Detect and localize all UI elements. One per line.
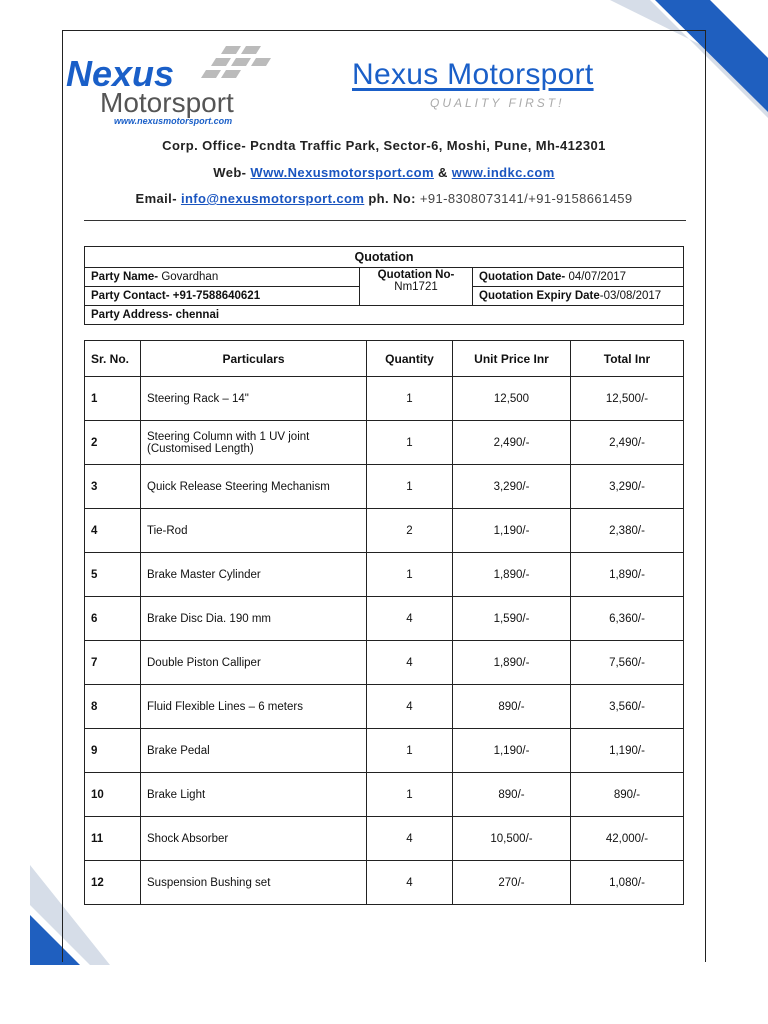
quotation-expiry-cell: Quotation Expiry Date-03/08/2017 <box>473 287 684 306</box>
particulars-cell: Brake Light <box>141 773 367 817</box>
unit-price-cell: 1,590/- <box>453 597 571 641</box>
sr-cell: 3 <box>85 465 141 509</box>
quantity-cell: 1 <box>367 465 453 509</box>
sr-cell: 9 <box>85 729 141 773</box>
unit-price-cell: 1,190/- <box>453 729 571 773</box>
phone-numbers: +91-8308073141/+91-9158661459 <box>419 191 633 206</box>
quotation-title: Quotation <box>85 247 684 268</box>
website-link-1[interactable]: Www.Nexusmotorsport.com <box>250 165 434 180</box>
table-row <box>85 685 684 729</box>
particulars-cell: Double Piston Calliper <box>141 641 367 685</box>
website-link-2[interactable]: www.indkc.com <box>451 165 555 180</box>
office-address: Corp. Office- Pcndta Traffic Park, Sector-6, Moshi, Pune, Mh-412301 <box>162 138 606 153</box>
svg-text:www.nexusmotorsport.com: www.nexusmotorsport.com <box>114 116 233 126</box>
sr-cell: 10 <box>85 773 141 817</box>
table-row <box>85 377 684 421</box>
sr-cell: 7 <box>85 641 141 685</box>
sr-cell: 4 <box>85 509 141 553</box>
unit-price-cell: 3,290/- <box>453 465 571 509</box>
svg-text:Motorsport: Motorsport <box>100 87 234 118</box>
total-cell: 1,080/- <box>571 861 684 905</box>
total-cell: 1,190/- <box>571 729 684 773</box>
particulars-cell: Brake Pedal <box>141 729 367 773</box>
header-particulars: Particulars <box>141 341 367 377</box>
unit-price-cell: 1,890/- <box>453 553 571 597</box>
quantity-cell: 1 <box>367 553 453 597</box>
quantity-cell: 2 <box>367 509 453 553</box>
header-total: Total Inr <box>571 341 684 377</box>
sr-cell: 6 <box>85 597 141 641</box>
company-title: Nexus Motorsport <box>352 58 594 91</box>
table-row <box>85 421 684 465</box>
unit-price-cell: 1,190/- <box>453 509 571 553</box>
particulars-cell: Brake Master Cylinder <box>141 553 367 597</box>
particulars-cell: Steering Rack – 14" <box>141 377 367 421</box>
total-cell: 6,360/- <box>571 597 684 641</box>
total-cell: 12,500/- <box>571 377 684 421</box>
total-cell: 890/- <box>571 773 684 817</box>
nexus-motorsport-logo <box>66 40 296 128</box>
quantity-cell: 4 <box>367 641 453 685</box>
party-contact-cell: Party Contact- +91-7588640621 <box>85 287 360 306</box>
quotation-date-cell: Quotation Date- 04/07/2017 <box>473 268 684 287</box>
total-cell: 3,560/- <box>571 685 684 729</box>
total-cell: 3,290/- <box>571 465 684 509</box>
particulars-cell: Steering Column with 1 UV joint (Customised Length) <box>141 421 367 465</box>
particulars-cell: Tie-Rod <box>141 509 367 553</box>
particulars-cell: Quick Release Steering Mechanism <box>141 465 367 509</box>
particulars-cell: Fluid Flexible Lines – 6 meters <box>141 685 367 729</box>
sr-cell: 1 <box>85 377 141 421</box>
header-quantity: Quantity <box>367 341 453 377</box>
party-address-cell: Party Address- chennai <box>85 306 684 325</box>
header-unit-price: Unit Price Inr <box>453 341 571 377</box>
unit-price-cell: 12,500 <box>453 377 571 421</box>
sr-cell: 8 <box>85 685 141 729</box>
quotation-header-table <box>84 246 684 325</box>
sr-cell: 11 <box>85 817 141 861</box>
table-row <box>85 729 684 773</box>
unit-price-cell: 270/- <box>453 861 571 905</box>
unit-price-cell: 10,500/- <box>453 817 571 861</box>
unit-price-cell: 2,490/- <box>453 421 571 465</box>
total-cell: 42,000/- <box>571 817 684 861</box>
total-cell: 7,560/- <box>571 641 684 685</box>
unit-price-cell: 1,890/- <box>453 641 571 685</box>
quantity-cell: 1 <box>367 729 453 773</box>
table-row <box>85 817 684 861</box>
table-row <box>85 465 684 509</box>
header-sr-no: Sr. No. <box>85 341 141 377</box>
quantity-cell: 4 <box>367 685 453 729</box>
sr-cell: 12 <box>85 861 141 905</box>
unit-price-cell: 890/- <box>453 685 571 729</box>
table-row <box>85 641 684 685</box>
company-tagline: QUALITY FIRST! <box>430 96 565 110</box>
quantity-cell: 1 <box>367 377 453 421</box>
particulars-cell: Brake Disc Dia. 190 mm <box>141 597 367 641</box>
quantity-cell: 4 <box>367 597 453 641</box>
web-line: Web- Www.Nexusmotorsport.com & www.indkc.com <box>213 165 555 180</box>
items-table <box>84 340 684 905</box>
particulars-cell: Shock Absorber <box>141 817 367 861</box>
table-row <box>85 597 684 641</box>
quantity-cell: 1 <box>367 421 453 465</box>
quotation-no-cell: Quotation No- Nm1721 <box>360 268 473 306</box>
quantity-cell: 4 <box>367 861 453 905</box>
quantity-cell: 4 <box>367 817 453 861</box>
email-link[interactable]: info@nexusmotorsport.com <box>180 191 365 206</box>
total-cell: 2,380/- <box>571 509 684 553</box>
quantity-cell: 1 <box>367 773 453 817</box>
header-divider <box>84 220 686 221</box>
total-cell: 2,490/- <box>571 421 684 465</box>
sr-cell: 2 <box>85 421 141 465</box>
contact-line: Email- info@nexusmotorsport.com ph. No: +91-8308073141/+91-9158661459 <box>135 191 633 206</box>
sr-cell: 5 <box>85 553 141 597</box>
particulars-cell: Suspension Bushing set <box>141 861 367 905</box>
table-row <box>85 773 684 817</box>
party-name-cell: Party Name- Govardhan <box>85 268 360 287</box>
table-row <box>85 509 684 553</box>
svg-text:Nexus: Nexus <box>66 53 175 94</box>
table-row <box>85 553 684 597</box>
unit-price-cell: 890/- <box>453 773 571 817</box>
table-row <box>85 861 684 905</box>
total-cell: 1,890/- <box>571 553 684 597</box>
